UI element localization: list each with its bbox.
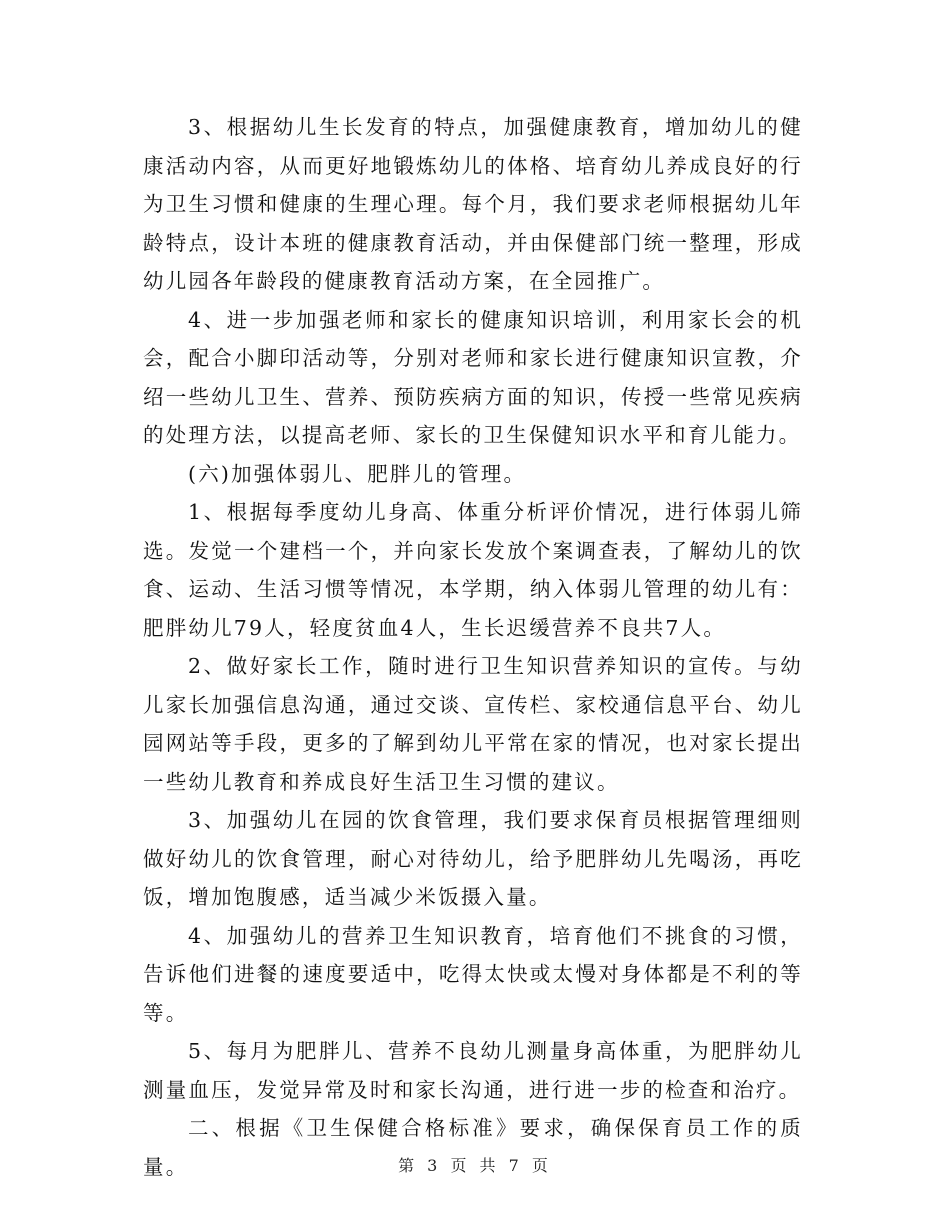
paragraph-parent-work: 2、做好家长工作，随时进行卫生知识营养知识的宣传。与幼儿家长加强信息沟通，通过交谈、宣传栏、家校通信息平台、幼儿园网站等手段，更多的了解到幼儿平常在家的情况，也对家长提出一些幼儿教育和养成良好生活卫生习惯的建议。 xyxy=(143,654,803,794)
paragraph-training: 4、进一步加强老师和家长的健康知识培训，利用家长会的机会，配合小脚印活动等，分别对老师和家长进行健康知识宣教，介绍一些幼儿卫生、营养、预防疾病方面的知识，传授一些常见疾病的处理方法，以提高老师、家长的卫生保健知识水平和育儿能力。 xyxy=(143,307,803,447)
paragraph-nutrition-education: 4、加强幼儿的营养卫生知识教育，培育他们不挑食的习惯，告诉他们进餐的速度要适中，吃得太快或太慢对身体都是不利的等等。 xyxy=(143,923,803,1025)
page-number-footer: 第 3 页 共 7 页 xyxy=(398,1156,552,1175)
document-body xyxy=(143,108,803,1186)
section-heading-standards: 二、根据《卫生保健合格标准》要求，确保保育员工作的质量。 xyxy=(143,1116,803,1179)
paragraph-health-education: 3、根据幼儿生长发育的特点，加强健康教育，增加幼儿的健康活动内容，从而更好地锻炼幼儿的体格、培育幼儿养成良好的行为卫生习惯和健康的生理心理。每个月，我们要求老师根据幼儿年龄特点，设计本班的健康教育活动，并由保健部门统一整理，形成幼儿园各年龄段的健康教育活动方案，在全园推广。 xyxy=(143,115,803,293)
paragraph-diet-management: 3、加强幼儿在园的饮食管理，我们要求保育员根据管理细则做好幼儿的饮食管理，耐心对待幼儿，给予肥胖幼儿先喝汤，再吃饭，增加饱腹感，适当减少米饭摄入量。 xyxy=(143,808,803,909)
paragraph-screening: 1、根据每季度幼儿身高、体重分析评价情况，进行体弱儿筛选。发觉一个建档一个，并向家长发放个案调查表，了解幼儿的饮食、运动、生活习惯等情况，本学期，纳入体弱儿管理的幼儿有：肥胖幼儿79人，轻度贫血4人，生长迟缓营养不良共7人。 xyxy=(143,500,803,640)
paragraph-monthly-measurement: 5、每月为肥胖儿、营养不良幼儿测量身高体重，为肥胖幼儿测量血压，发觉异常及时和家长沟通，进行进一步的检查和治疗。 xyxy=(143,1039,803,1102)
section-heading-weak-obese: (六)加强体弱儿、肥胖儿的管理。 xyxy=(188,461,527,486)
